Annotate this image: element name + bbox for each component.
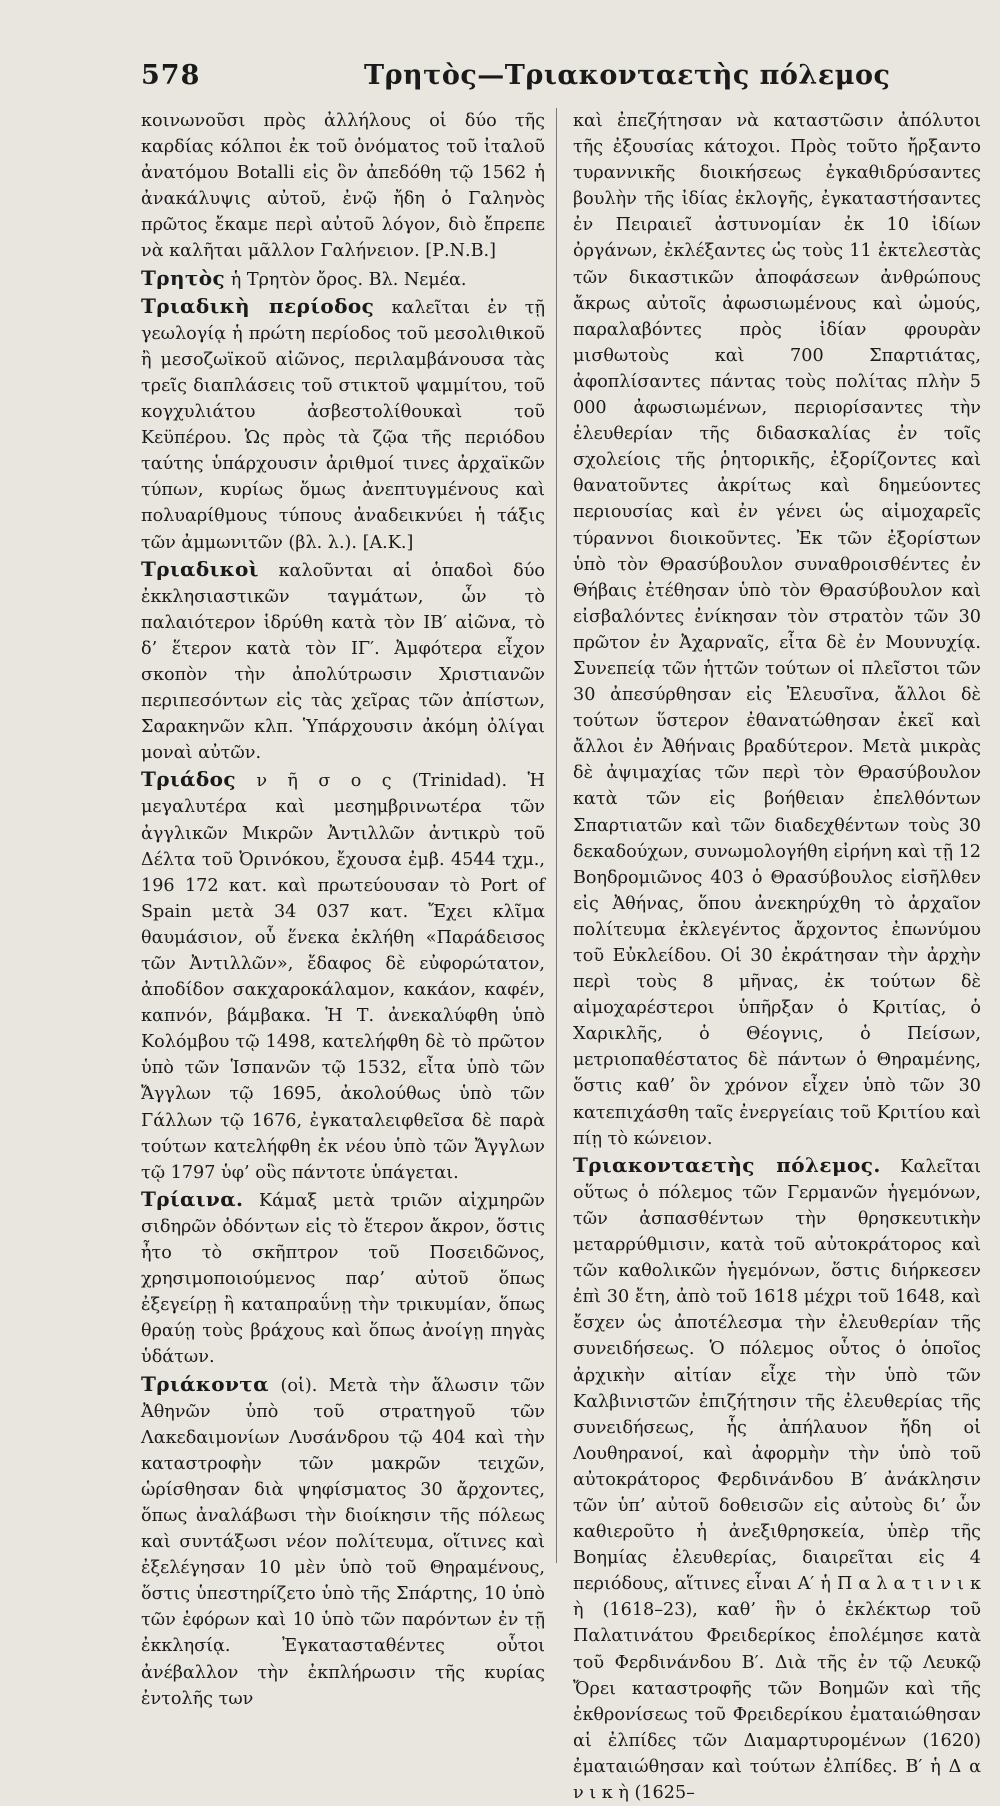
entry-headword: Τριακονταετὴς πόλεμος. (573, 1152, 881, 1177)
entry-continuation (141, 108, 545, 265)
entry-text: κοινωνοῦσι πρὸς ἀλλήλους οἱ δύο τῆς καρδίας κόλποι ἐκ τοῦ ὀνόματος τοῦ ἰταλοῦ ἀνατόμου Botalli εἰς ὃν ἀπεδόθη τῷ 1562 ἡ ἀνακάλυψις αὐτοῦ, ἐνῷ ἤδη ὁ Γαληνὸς πρῶτος ἔκαμε περὶ αὐτοῦ λόγον, διὸ ἔπρεπε νὰ καλῆται μᾶλλον Γαλήνειον. [Ρ.Ν.Β.] (141, 111, 545, 262)
entry-text: καλεῖται ἐν τῇ γεωλογίᾳ ἡ πρώτη περίοδος τοῦ μεσολιθικοῦ ἢ μεσοζωϊκοῦ αἰῶνος, περιλαμβάνουσα τὰς τρεῖς διαπλάσεις τοῦ στικτοῦ ψαμμίτου, τοῦ κογχυλιάτου ἀσβεστολίθουκαὶ τοῦ Κεϋπέρου. Ὡς πρὸς τὰ ζῷα τῆς περιόδου ταύτης ὑπάρχουσιν ἀριθμοί τινες ἀρχαϊκῶν τύπων, κυρίως ὅμως ἀνεπτυγμένους καὶ πολυαρίθμους τύπους ἀναδεικνύει ἡ τάξις τῶν ἀμμωνιτῶν (βλ. λ.). [Α.Κ.] (141, 297, 545, 553)
right-column (573, 108, 981, 1806)
entry-text: Καλεῖται οὕτως ὁ πόλεμος τῶν Γερμανῶν ἡγεμόνων, τῶν ἀσπασθέντων τὴν θρησκευτικὴν μεταρρύθμισιν, κατὰ τοῦ αὐτοκράτορος καὶ τῶν καθολικῶν ἡγεμόνων, ὅστις διήρκεσεν ἐπὶ 30 ἔτη, ἀπὸ τοῦ 1618 μέχρι τοῦ 1648, καὶ ἔσχεν ὡς ἀποτέλεσμα τὴν ἐλευθερίαν τῆς συνειδήσεως. Ὁ πόλεμος οὗτος ὁ ὁποῖος ἀρχικὴν αἰτίαν εἶχε τὴν ὑπὸ τῶν Καλβινιστῶν ἐπιζήτησιν τῆς ἐλευθερίας τῆς συνειδήσεως, ἧς ἀπήλαυον ἤδη οἱ Λουθηρανοί, καὶ ἀφορμὴν τὴν ὑπὸ τοῦ αὐτοκράτορος Φερδινάνδου Β′ ἀνάκλησιν τῶν ὑπ’ αὐτοῦ δοθεισῶν εἰς αὐτοὺς δι’ ὧν καθιεροῦτο ἡ ἀνεξιθρησκεία, ὑπὲρ τῆς Βοημίας ἐλευθερίας, διαιρεῖται εἰς 4 περιόδους, αἵτινες εἶναι Α′ ἡ Π α λ α τ ι ν ι κ ὴ (1618–23), καθ’ ἣν ὁ ἐκλέκτωρ τοῦ Παλατινάτου Φρειδερίκος ἐπολέμησε κατὰ τοῦ Φερδινάνδου Β′. Διὰ τῆς ἐν τῷ Λευκῷ Ὄρει καταστροφῆς τῶν Βοημῶν καὶ τῆς ἐκθρονίσεως τοῦ Φρειδερίκου ἐματαιώθησαν αἱ ἐλπίδες τῶν Διαμαρτυρομένων (1620) ἐματαιώθησαν καὶ τούτων ἐλπίδες. Β′ ἡ Δ α ν ι κ ὴ (1625– (573, 1156, 982, 1803)
entry (573, 1152, 981, 1806)
entry (141, 265, 545, 293)
running-title: Τρητὸς—Τριακονταετὴς πόλεμος (364, 60, 891, 91)
entry-text: ν ῆ σ ο ς (Trinidad). Ἡ μεγαλυτέρα καὶ μεσημβρινωτέρα τῶν ἀγγλικῶν Μικρῶν Ἀντιλλῶν ἀντικρὺ τοῦ Δέλτα τοῦ Ὀρινόκου, ἔχουσα ἐμβ. 4544 τχμ., 196 172 κατ. καὶ πρωτεύουσαν τὸ Port of Spain μετὰ 34 037 κατ. Ἔχει κλῖμα θαυμάσιον, οὗ ἕνεκα ἐκλήθη «Παράδεισος τῶν Ἀντιλλῶν», ἔδαφος δὲ εὐφορώτατον, ἀποδίδον σακχαροκάλαμον, κακάον, καφέν, καπνόν, βάμβακα. Ἡ Τ. ἀνεκαλύφθη ὑπὸ Κολόμβου τῷ 1498, κατελήφθη δὲ τὸ πρῶτον ὑπὸ τῶν Ἱσπανῶν τῷ 1532, εἶτα ὑπὸ τῶν Ἄγγλων τῷ 1695, ἀκολούθως ὑπὸ τῶν Γάλλων τῷ 1676, ἐγκαταλειφθεῖσα δὲ παρὰ τούτων κατελήφθη ἐκ νέου ὑπὸ τῶν Ἄγγλων τῷ 1797 ὑφ’ οὓς πάντοτε ὑπάγεται. (141, 771, 545, 1183)
entry-headword: Τριάδος (141, 767, 236, 792)
entry (141, 766, 545, 1186)
entry-headword: Τρίαινα. (141, 1186, 244, 1211)
entry-text: (οἱ). Μετὰ τὴν ἅλωσιν τῶν Ἀθηνῶν ὑπὸ τοῦ στρατηγοῦ τῶν Λακεδαιμονίων Λυσάνδρου τῷ 404 καὶ τὴν καταστροφὴν τῶν μακρῶν τειχῶν, ὡρίσθησαν διὰ ψηφίσματος 30 ἄρχοντες, ὅπως ἀναλάβωσι τὴν διοίκησιν τῆς πόλεως καὶ συντάξωσι νέον πολίτευμα, οἵτινες καὶ ἐξελέγησαν 10 μὲν ὑπὸ τοῦ Θηραμένους, ὅστις ὑπεστηρίζετο ὑπὸ τῆς Σπάρτης, 10 ὑπὸ τῶν ἐφόρων καὶ 10 ὑπὸ τῶν παρόντων ἐν τῇ ἐκκλησίᾳ. Ἐγκατασταθέντες οὗτοι ἀνέβαλλον τὴν ἐκπλήρωσιν τῆς κυρίας ἐντολῆς των (141, 1375, 545, 1709)
entry-headword: Τρητὸς (141, 265, 226, 290)
entry-headword: Τριαδικὴ περίοδος (141, 293, 375, 318)
running-header (0, 56, 1000, 100)
entry-text: ἡ Τρητὸν ὄρος. Βλ. Νεμέα. (225, 269, 467, 290)
page-number: 578 (141, 60, 201, 91)
entry-text: Κάμαξ μετὰ τριῶν αἰχμηρῶν σιδηρῶν ὀδόντων εἰς τὸ ἕτερον ἄκρον, ὅστις ἦτο τὸ σκῆπτρον τοῦ Ποσειδῶνος, χρησιμοποιούμενος παρ’ αὐτοῦ ὅπως ἐξεγείρῃ ἢ καταπραΰνῃ τὴν τρικυμίαν, ὅπως θραύῃ τοὺς βράχους καὶ ὅπως ἀνοίγῃ πηγὰς ὑδάτων. (141, 1190, 545, 1368)
left-column (141, 108, 545, 1712)
entry (141, 1186, 545, 1371)
entry-text: καὶ ἐπεζήτησαν νὰ καταστῶσιν ἀπόλυτοι τῆς ἐξουσίας κάτοχοι. Πρὸς τοῦτο ἤρξαντο τυραννικῆς διοικήσεως ἐγκαθιδρύσαντες βουλὴν τῆς ἰδίας ἐκλογῆς, ἐγκαταστήσαντες ἐν Πειραιεῖ ἀστυνομίαν ἐκ 10 ἰδίων ὀργάνων, ἐκλέξαντες ὡς τοὺς 11 ἐκτελεστὰς τῶν δικαστικῶν ἀποφάσεων ἀνθρώπους ἄκρως αὐτοῖς ἀφωσιωμένους καὶ ὠμούς, παραλαβόντες πρὸς ἰδίαν φρουρὰν μισθωτοὺς καὶ 700 Σπαρτιάτας, ἀφοπλίσαντες πάντας τοὺς πολίτας πλὴν 5 000 ἀφωσιωμένων, περιορίσαντες τὴν ἐλευθερίαν τῆς διδασκαλίας ἐν τοῖς σχολείοις τῆς ῥητορικῆς, ἐξορίζοντες καὶ θανατοῦντες ἀκρίτως καὶ δημεύοντες περιουσίας καὶ ἐν γένει ὡς αἱμοχαρεῖς τύραννοι διοικοῦντες. Ἐκ τῶν ἐξορίστων ὑπὸ τὸν Θρασύβουλον συναθροισθέντες ἐν Θήβαις ἐτέθησαν ὑπὸ τὸν Θρασύβουλον καὶ εἰσβαλόντες ἐνίκησαν τὸν στρατὸν τῶν 30 πρῶτον ἐν Ἀχαρναῖς, εἶτα δὲ ἐν Μουνυχίᾳ. Συνεπείᾳ τῶν ἡττῶν τούτων οἱ πλεῖστοι τῶν 30 ἀπεσύρθησαν εἰς Ἐλευσῖνα, ἄλλοι δὲ τούτων ὕστερον ἐθανατώθησαν ἐκεῖ καὶ ἄλλοι ἐν Ἀθήναις βραδύτερον. Μετὰ μικρὰς δὲ ἀψιμαχίας τῶν περὶ τὸν Θρασύβουλον κατὰ τῶν εἰς βοήθειαν ἐπελθόντων Σπαρτιατῶν καὶ τῶν διαδεχθέντων τοὺς 30 δεκαδούχων, συνωμολογήθη εἰρήνη καὶ τῇ 12 Βοηδρομιῶνος 403 ὁ Θρασύβουλος εἰσῆλθεν εἰς Ἀθήνας, ὅπου ἀνεκηρύχθη τὸ ἀρχαῖον πολίτευμα ἐκλεγέντος ἄρχοντος ἐπωνύμου τοῦ Εὐκλείδου. Οἱ 30 ἐκράτησαν τὴν ἀρχὴν περὶ τοὺς 8 μῆνας, ἐκ τούτων δὲ αἱμοχαρέστεροι ὑπῆρξαν ὁ Κριτίας, ὁ Χαρικλῆς, ὁ Θέογνις, ὁ Πείσων, μετριοπαθέστατος δὲ πάντων ὁ Θηραμένης, ὅστις καθ’ ὃν χρόνον εἶχεν ὑπὸ τῶν 30 κατεπιχάσθη ταῖς ἐνεργείαις τοῦ Κριτίου καὶ πίῃ τὸ κώνειον. (573, 111, 981, 1149)
entry (141, 556, 545, 767)
entry-headword: Τριάκοντα (141, 1371, 269, 1396)
entry-continuation (573, 108, 981, 1152)
entry-headword: Τριαδικοὶ (141, 556, 259, 581)
column-divider (556, 108, 557, 1563)
entry (141, 293, 545, 556)
entry (141, 1371, 545, 1712)
entry-text: καλοῦνται αἱ ὁπαδοὶ δύο ἐκκλησιαστικῶν ταγμάτων, ὧν τὸ παλαιότερον ἱδρύθη κατὰ τὸν ΙΒ′ αἰῶνα, τὸ δ’ ἕτερον κατὰ τὸν ΙΓ′. Ἀμφότερα εἶχον σκοπὸν τὴν ἀπολύτρωσιν Χριστιανῶν περιπεσόντων εἰς τὰς χεῖρας τῶν ἀπίστων, Σαρακηνῶν κλπ. Ὑπάρχουσιν ἀκόμη ὀλίγαι μοναὶ αὐτῶν. (141, 560, 545, 764)
